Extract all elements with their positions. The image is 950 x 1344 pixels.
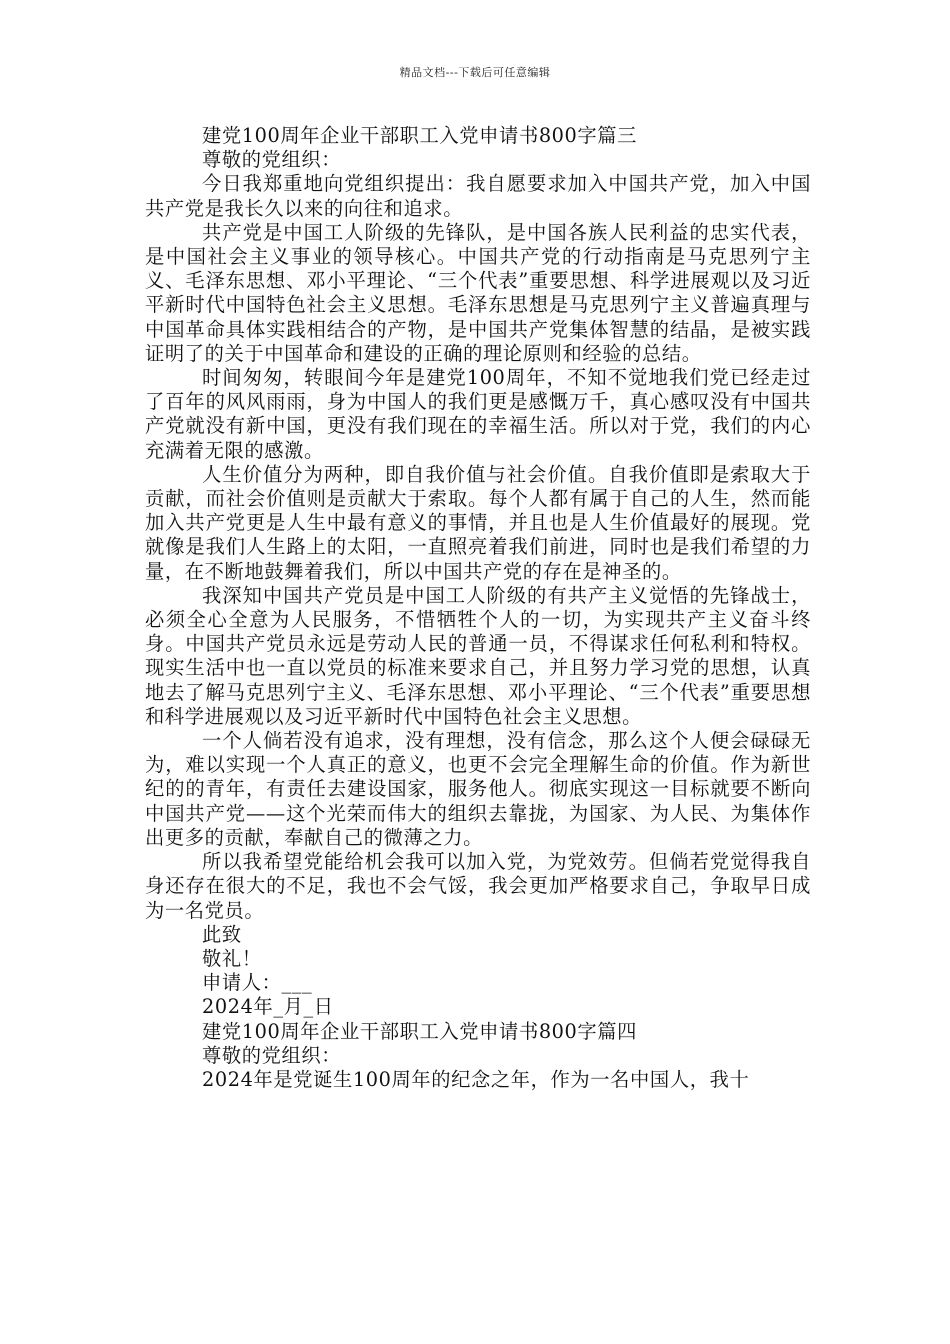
paragraph: 所以我希望党能给机会我可以加入党，为党效劳。但倘若党觉得我自身还存在很大的不足，我也不会气馁，我会更加严格要求自己，争取早日成为一名党员。 <box>145 850 811 922</box>
paragraph: 今日我郑重地向党组织提出：我自愿要求加入中国共产党，加入中国共产党是我长久以来的向往和追求。 <box>145 172 811 220</box>
closing-phrase: 此致 <box>202 922 242 946</box>
page-header: 精品文档---下载后可任意编辑 <box>399 66 551 79</box>
closing-salute: 敬礼！ <box>202 946 262 970</box>
paragraph: 时间匆匆，转眼间今年是建党100周年，不知不觉地我们党已经走过了百年的风风雨雨，身为中国人的我们更是感慨万千，真心感叹没有中国共产党就没有新中国，更没有我们现在的幸福生活。所以对于党，我们的内心充满着无限的感激。 <box>145 366 811 462</box>
paragraph: 2024年是党诞生100周年的纪念之年，作为一名中国人，我十 <box>202 1067 750 1091</box>
date-line: 2024年_月_日 <box>202 995 334 1019</box>
salutation: 尊敬的党组织： <box>202 148 342 172</box>
section-title: 建党100周年企业干部职工入党申请书800字篇四 <box>202 1019 638 1043</box>
section-title: 建党100周年企业干部职工入党申请书800字篇三 <box>202 124 638 147</box>
applicant-line: 申请人：___ <box>202 971 313 995</box>
salutation: 尊敬的党组织： <box>202 1043 342 1067</box>
paragraph: 共产党是中国工人阶级的先锋队，是中国各族人民利益的忠实代表，是中国社会主义事业的领导核心。中国共产党的行动指南是马克思列宁主义、毛泽东思想、邓小平理论、“三个代表”重要思想、科学进展观以及习近平新时代中国特色社会主义思想。毛泽东思想是马克思列宁主义普遍真理与中国革命具体实践相结合的产物，是中国共产党集体智慧的结晶，是被实践证明了的关于中国革命和建设的正确的理论原则和经验的总结。 <box>145 220 811 365</box>
paragraph: 我深知中国共产党员是中国工人阶级的有共产主义觉悟的先锋战士，必须全心全意为人民服务，不惜牺牲个人的一切，为实现共产主义奋斗终身。中国共产党员永远是劳动人民的普通一员，不得谋求任何私利和特权。现实生活中也一直以党员的标准来要求自己，并且努力学习党的思想，认真地去了解马克思列宁主义、毛泽东思想、邓小平理论、“三个代表”重要思想和科学进展观以及习近平新时代中国特色社会主义思想。 <box>145 583 811 728</box>
paragraph: 人生价值分为两种，即自我价值与社会价值。自我价值即是索取大于贡献，而社会价值则是贡献大于索取。每个人都有属于自己的人生，然而能加入共产党更是人生中最有意义的事情，并且也是人生价值最好的展现。党就像是我们人生路上的太阳，一直照亮着我们前进，同时也是我们希望的力量，在不断地鼓舞着我们，所以中国共产党的存在是神圣的。 <box>145 462 811 583</box>
paragraph: 一个人倘若没有追求，没有理想，没有信念，那么这个人便会碌碌无为，难以实现一个人真正的意义，也更不会完全理解生命的价值。作为新世纪的的青年，有责任去建设国家，服务他人。彻底实现这一目标就要不断向中国共产党——这个光荣而伟大的组织去靠拢，为国家、为人民、为集体作出更多的贡献，奉献自己的微薄之力。 <box>145 729 811 849</box>
document-body <box>145 124 811 1092</box>
